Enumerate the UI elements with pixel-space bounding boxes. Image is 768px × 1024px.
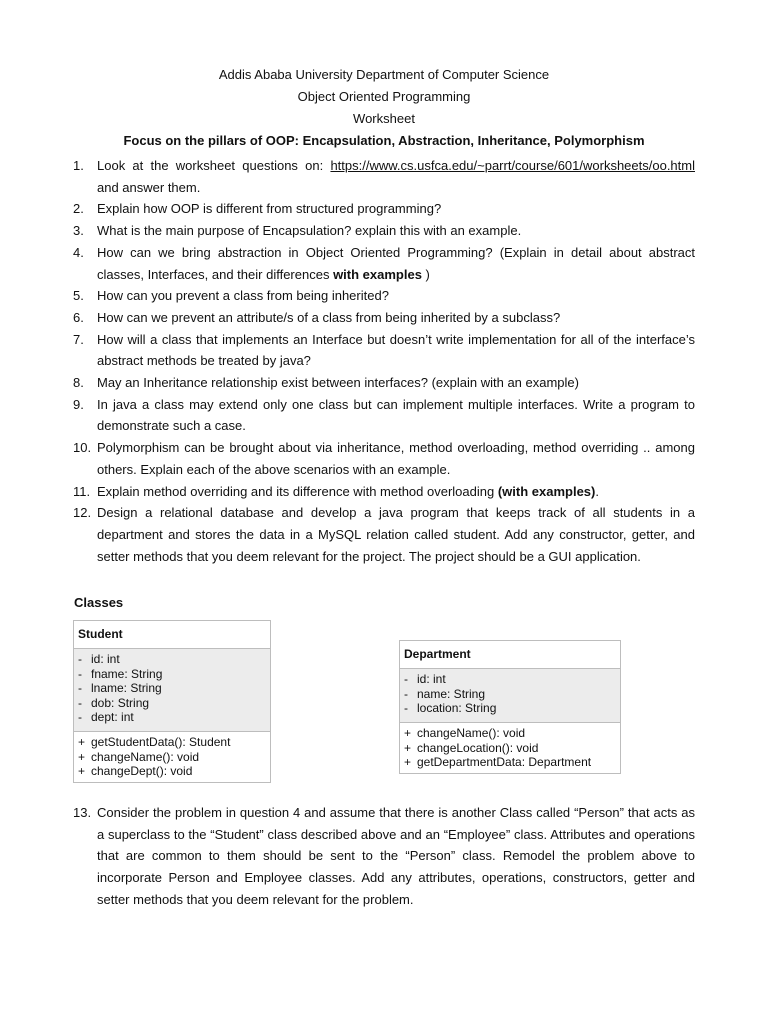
attribute-text: id: int — [417, 672, 446, 686]
university-title: Addis Ababa University Department of Computer Science — [218, 67, 550, 82]
question-11 — [73, 481, 695, 503]
public-marker: + — [404, 755, 412, 770]
question-text — [97, 155, 695, 198]
student-attributes — [74, 649, 270, 732]
attribute-text: id: int — [91, 652, 120, 666]
question-text: How will a class that implements an Interface but doesn’t write implementation for all of the interface’s abstract methods be treated by java? — [97, 331, 695, 369]
question-list — [73, 155, 695, 567]
question-text-part: Explain method overriding and its difference with method overloading — [97, 483, 498, 499]
operation-row — [404, 741, 616, 756]
operation-text: changeName(): void — [417, 726, 526, 740]
question-number: 3. — [73, 223, 84, 239]
question-text: How can you prevent a class from being inherited? — [97, 288, 389, 304]
question-number: 8. — [73, 375, 84, 391]
attribute-text: fname: String — [91, 666, 163, 681]
attribute-row — [78, 710, 266, 725]
question-12 — [73, 502, 695, 567]
question-text: Design a relational database and develop a java program that keeps track of all students in a department and stores the data in a MySQL relation called student. Add any constructor, getter, and setter methods that you deem relevant for the project. The project should be a GUI application. — [97, 505, 695, 564]
focus-heading: Focus on the pillars of OOP: Encapsulation, Abstraction, Inheritance, Polymorphism — [123, 133, 645, 148]
operation-row — [78, 735, 266, 750]
attribute-text: dept: int — [91, 710, 134, 725]
department-attributes — [400, 669, 620, 723]
department-operations — [400, 723, 620, 773]
classes-heading: Classes — [74, 595, 124, 610]
attribute-row — [404, 701, 616, 716]
question-5 — [73, 285, 695, 307]
attribute-row — [404, 672, 616, 687]
question-7 — [73, 329, 695, 372]
question-text — [97, 242, 695, 285]
public-marker: + — [78, 764, 86, 779]
private-marker: - — [404, 686, 408, 701]
worksheet-link[interactable]: https://www.cs.usfca.edu/~parrt/course/601/worksheets/oo.html — [330, 158, 695, 173]
operation-row — [78, 764, 266, 779]
question-number: 5. — [73, 288, 84, 304]
question-8 — [73, 372, 695, 394]
operation-row — [404, 755, 616, 770]
question-text-part: How can we bring abstraction in Object Oriented Programming? (Explain in detail about abstract classes, Interfaces, and their differences — [97, 244, 695, 282]
private-marker: - — [78, 652, 82, 666]
question-2 — [73, 198, 695, 220]
operation-text: getStudentData(): Student — [91, 735, 231, 749]
student-class-title: Student — [74, 621, 270, 649]
department-class-diagram — [399, 640, 621, 774]
question-13 — [73, 802, 695, 911]
question-text: In java a class may extend only one class but can implement multiple interfaces. Write a program to demonstrate such a case. — [97, 396, 695, 434]
question-text-part: Look at the worksheet questions on: — [97, 158, 331, 173]
operation-text: changeLocation(): void — [417, 740, 539, 755]
student-operations — [74, 732, 270, 782]
student-class-diagram — [73, 620, 271, 783]
question-text-bold: with examples — [333, 266, 422, 282]
question-text-bold: (with examples) — [497, 483, 596, 499]
question-number: 2. — [73, 201, 84, 217]
attribute-text: dob: String — [91, 695, 150, 710]
question-9 — [73, 394, 695, 437]
question-text: Explain how OOP is different from structured programming? — [97, 201, 442, 217]
operation-row — [78, 750, 266, 765]
public-marker: + — [404, 726, 412, 740]
private-marker: - — [404, 701, 408, 716]
question-text: How can we prevent an attribute/s of a class from being inherited by a subclass? — [97, 309, 561, 325]
question-number: 6. — [73, 309, 84, 325]
attribute-text: name: String — [417, 686, 486, 701]
course-title: Object Oriented Programming — [297, 89, 471, 104]
attribute-text: lname: String — [91, 681, 162, 696]
question-number: 1. — [73, 158, 84, 173]
attribute-row — [78, 652, 266, 667]
worksheet-title: Worksheet — [353, 111, 415, 126]
question-number: 12. — [73, 505, 92, 521]
public-marker: + — [404, 740, 412, 755]
question-number: 7. — [73, 331, 84, 347]
question-13-row — [73, 802, 695, 911]
question-text — [97, 481, 695, 503]
operation-text: getDepartmentData: Department — [417, 755, 592, 770]
question-text: Consider the problem in question 4 and assume that there is another Class called “Person” that acts as a superclass to the “Student” class described above and an “Employee” class. Attributes and operations that are common to them should be sent to the “Person” class. Remodel the problem above to incorporate Person and Employee classes. Add any attributes, operations, constructors, getter and setter methods that you deem relevant for the problem. — [97, 805, 695, 907]
question-number: 11. — [73, 483, 91, 499]
private-marker: - — [78, 710, 82, 725]
operation-text: changeName(): void — [91, 749, 200, 764]
attribute-row — [404, 687, 616, 702]
operation-text: changeDept(): void — [91, 764, 193, 779]
question-3 — [73, 220, 695, 242]
question-6 — [73, 307, 695, 329]
question-text-part: . — [595, 483, 599, 499]
question-text: What is the main purpose of Encapsulation? explain this with an example. — [97, 223, 522, 239]
question-1 — [73, 155, 695, 198]
question-10 — [73, 437, 695, 480]
operation-row — [404, 726, 616, 741]
private-marker: - — [78, 666, 82, 681]
question-number: 9. — [73, 396, 84, 412]
question-number: 13. — [73, 805, 92, 820]
attribute-row — [78, 667, 266, 682]
public-marker: + — [78, 749, 86, 764]
private-marker: - — [404, 672, 408, 686]
attribute-row — [78, 681, 266, 696]
question-number: 10. — [73, 440, 92, 456]
attribute-row — [78, 696, 266, 711]
question-text: May an Inheritance relationship exist between interfaces? (explain with an example) — [97, 375, 579, 391]
question-text: Polymorphism can be brought about via inheritance, method overloading, method overriding .. among others. Explain each of the above scenarios with an example. — [97, 440, 695, 477]
question-text-part: ) — [421, 266, 430, 282]
question-text-part: and answer them. — [97, 179, 201, 195]
private-marker: - — [78, 681, 82, 696]
private-marker: - — [78, 695, 82, 710]
question-4 — [73, 242, 695, 285]
department-class-title: Department — [400, 641, 620, 669]
attribute-text: location: String — [417, 701, 497, 716]
public-marker: + — [78, 735, 86, 749]
question-number: 4. — [73, 244, 84, 260]
